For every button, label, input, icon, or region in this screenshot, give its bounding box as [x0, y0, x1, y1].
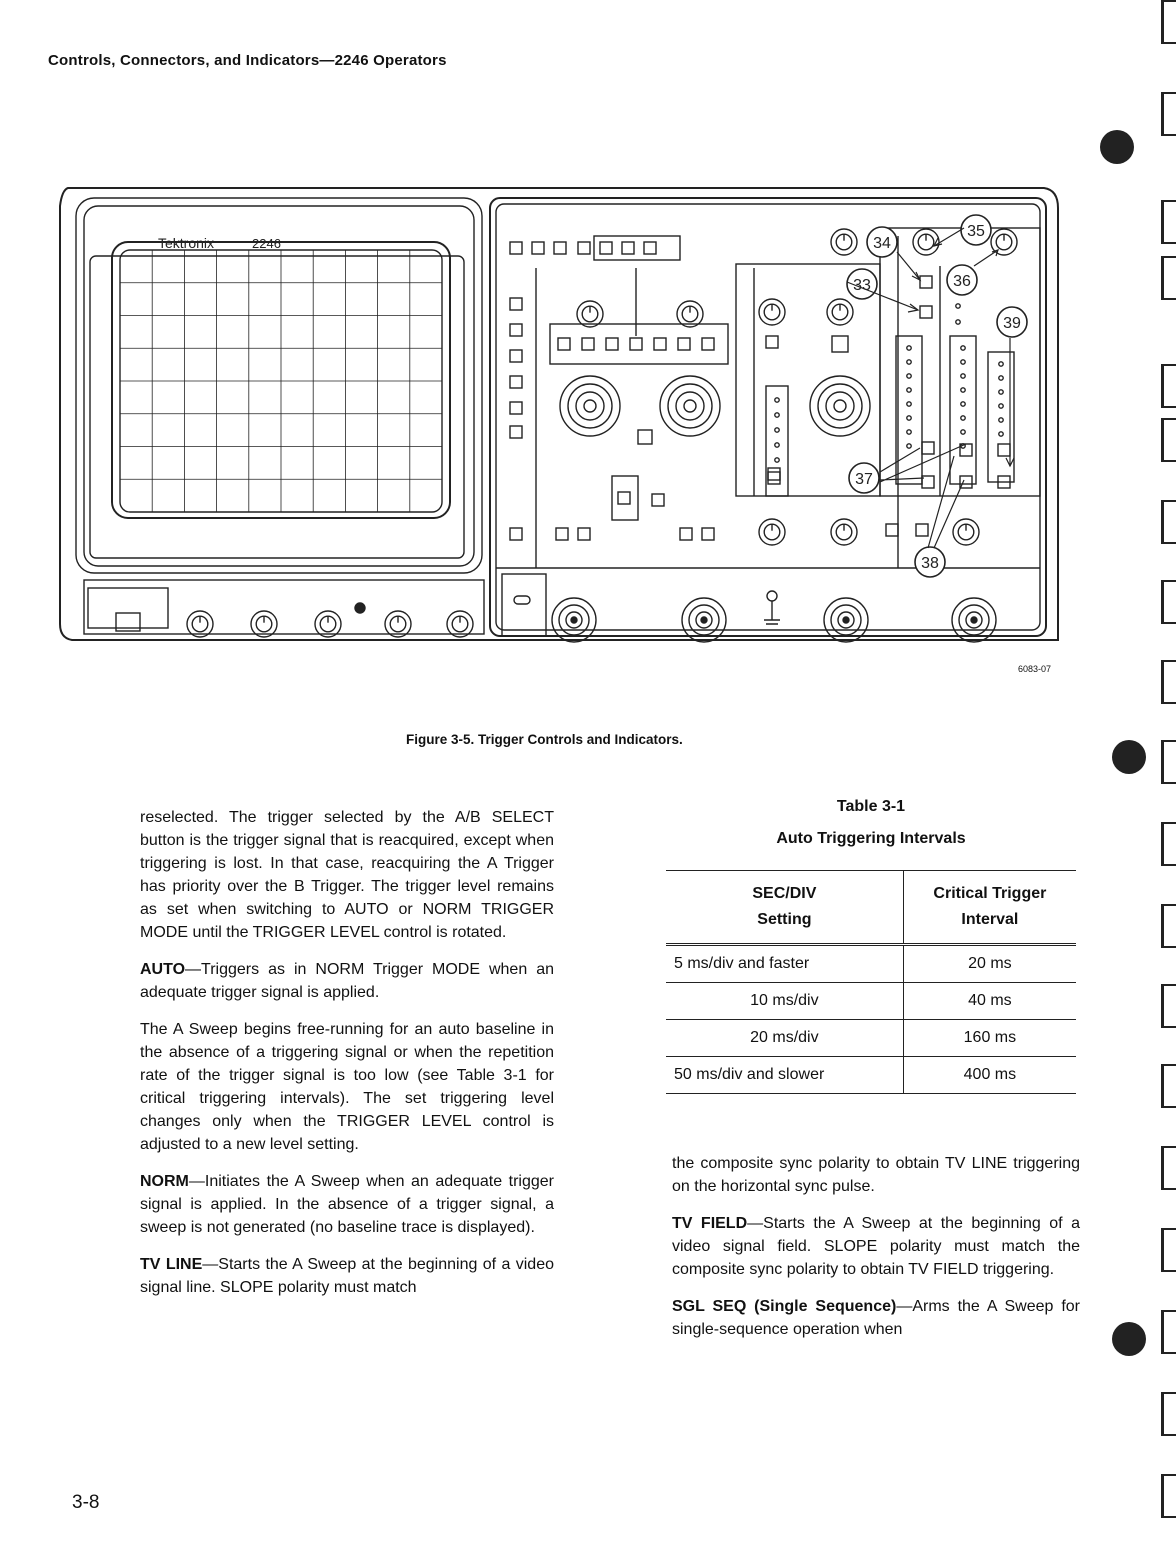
- term-norm-text: —Initiates the A Sweep when an adequate trigger signal is applied. In the absence of a trigger signal, a sweep is not generated (no baseline trace is displayed).: [140, 1173, 554, 1236]
- push-button[interactable]: [916, 524, 928, 536]
- indicator-led: [999, 418, 1003, 422]
- punch-hole: [1100, 130, 1134, 164]
- push-button[interactable]: [600, 242, 612, 254]
- col2-line1: Critical Trigger: [933, 885, 1047, 902]
- push-button[interactable]: [652, 494, 664, 506]
- push-button[interactable]: [654, 338, 666, 350]
- left-column: [140, 806, 554, 1313]
- term-sglseq-text: —Arms the A Sweep for single-sequence operation when: [672, 1298, 1080, 1338]
- push-button[interactable]: [510, 528, 522, 540]
- model-label: 2246: [252, 236, 281, 251]
- callout-label: 39: [1003, 315, 1021, 332]
- push-button[interactable]: [644, 242, 656, 254]
- binder-mark: [1161, 660, 1176, 704]
- indicator-led: [999, 362, 1003, 366]
- paragraph: the composite sync polarity to obtain TV LINE triggering on the horizontal sync pulse.: [672, 1155, 1080, 1195]
- push-button[interactable]: [618, 492, 630, 504]
- paragraph-auto: [140, 958, 554, 1004]
- term-tvline: TV LINE: [140, 1256, 203, 1273]
- cell-setting: 5 ms/div and faster: [666, 945, 903, 983]
- paragraph: The A Sweep begins free-running for an auto baseline in the absence of a triggering signal or when the repetition rate of the trigger signal is too low (see Table 3-1 for critical triggering intervals). The set triggering level changes only when the TRIGGER LEVEL control is adjusted to a new level setting.: [140, 1021, 554, 1153]
- punch-hole: [1112, 1322, 1146, 1356]
- term-tvline-text: —Starts the A Sweep at the beginning of a video signal line. SLOPE polarity must match: [140, 1256, 555, 1296]
- table-header-row: [666, 871, 1076, 945]
- binder-mark: [1161, 256, 1176, 300]
- push-button[interactable]: [510, 376, 522, 388]
- table-row: [666, 1057, 1076, 1094]
- control-knob[interactable]: [577, 301, 603, 327]
- binder-mark: [1161, 1146, 1176, 1190]
- table-row: [666, 983, 1076, 1020]
- control-knob[interactable]: [677, 301, 703, 327]
- cell-interval: 160 ms: [903, 1020, 1076, 1057]
- auto-trigger-table: [666, 870, 1076, 1094]
- push-button[interactable]: [920, 276, 932, 288]
- callout-label: 37: [855, 471, 873, 488]
- indicator-led: [999, 376, 1003, 380]
- control-knob[interactable]: [187, 611, 213, 637]
- binder-mark: [1161, 740, 1176, 784]
- table-row: [666, 1020, 1076, 1057]
- indicator-led: [775, 398, 779, 402]
- indicator-led: [961, 416, 965, 420]
- figure-id: 6083-07: [1018, 664, 1052, 674]
- page-header: Controls, Connectors, and Indicators—2246 Operators: [48, 52, 447, 69]
- large-knob[interactable]: [560, 376, 620, 436]
- push-button[interactable]: [998, 444, 1010, 456]
- push-button[interactable]: [638, 430, 652, 444]
- control-knob[interactable]: [831, 519, 857, 545]
- push-button[interactable]: [510, 350, 522, 362]
- callout-label: 35: [967, 223, 985, 240]
- indicator-led: [907, 346, 911, 350]
- push-button[interactable]: [554, 242, 566, 254]
- push-button[interactable]: [922, 442, 934, 454]
- indicator-led: [999, 404, 1003, 408]
- indicator-led: [961, 360, 965, 364]
- page-number: 3-8: [72, 1492, 100, 1513]
- control-knob[interactable]: [385, 611, 411, 637]
- large-knob[interactable]: [660, 376, 720, 436]
- right-column: [672, 1152, 1080, 1355]
- binder-mark: [1161, 984, 1176, 1028]
- callout-label: 38: [921, 555, 939, 572]
- binder-mark: [1161, 1474, 1176, 1518]
- control-knob[interactable]: [251, 611, 277, 637]
- binder-mark: [1161, 0, 1176, 44]
- binder-mark: [1161, 418, 1176, 462]
- cell-interval: 400 ms: [903, 1057, 1076, 1094]
- push-button[interactable]: [510, 426, 522, 438]
- binder-mark: [1161, 92, 1176, 136]
- indicator-led: [907, 374, 911, 378]
- term-auto-text: —Triggers as in NORM Trigger MODE when an adequate trigger signal is applied.: [140, 961, 554, 1001]
- indicator-led: [999, 432, 1003, 436]
- push-button[interactable]: [510, 242, 522, 254]
- push-button[interactable]: [886, 524, 898, 536]
- punch-hole: [1112, 740, 1146, 774]
- push-button[interactable]: [510, 402, 522, 414]
- binder-mark: [1161, 580, 1176, 624]
- paragraph: reselected. The trigger selected by the A/B SELECT button is the trigger signal that is reacquired, except when triggering is lost. In that case, reacquiring the A Trigger has priority over the B Trigger. The trigger level remains as set when switching to AUTO or NORM TRIGGER MODE until the TRIGGER LEVEL control is rotated.: [140, 809, 554, 941]
- binder-mark: [1161, 200, 1176, 244]
- binder-mark: [1161, 1310, 1176, 1354]
- cell-interval: 20 ms: [903, 945, 1076, 983]
- indicator-led: [961, 346, 965, 350]
- binder-mark: [1161, 822, 1176, 866]
- indicator-led: [907, 388, 911, 392]
- push-button[interactable]: [510, 324, 522, 336]
- indicator-led: [907, 430, 911, 434]
- indicator-led: [775, 428, 779, 432]
- cell-setting: 50 ms/div and slower: [666, 1057, 903, 1094]
- control-knob[interactable]: [831, 229, 857, 255]
- table-number: Table 3-1: [836, 798, 906, 815]
- paragraph-norm: [140, 1170, 554, 1239]
- push-button[interactable]: [606, 338, 618, 350]
- control-knob[interactable]: [315, 611, 341, 637]
- push-button[interactable]: [766, 336, 778, 348]
- push-button[interactable]: [768, 472, 780, 484]
- indicator-led: [961, 402, 965, 406]
- push-button[interactable]: [558, 338, 570, 350]
- push-button[interactable]: [630, 338, 642, 350]
- callout-label: 33: [853, 277, 871, 294]
- term-tvfield: TV FIELD: [672, 1215, 748, 1232]
- figure-caption: Figure 3-5. Trigger Controls and Indicators.: [406, 732, 683, 747]
- indicator-led: [907, 360, 911, 364]
- cell-setting: 10 ms/div: [666, 983, 903, 1020]
- term-sglseq: SGL SEQ (Single Sequence): [672, 1298, 897, 1315]
- push-button[interactable]: [582, 338, 594, 350]
- control-knob[interactable]: [759, 299, 785, 325]
- large-knob[interactable]: [810, 376, 870, 436]
- push-button[interactable]: [702, 528, 714, 540]
- col1-line1: SEC/DIV: [752, 885, 817, 902]
- binder-mark: [1161, 364, 1176, 408]
- term-norm: NORM: [140, 1173, 189, 1190]
- control-knob[interactable]: [953, 519, 979, 545]
- table-row: [666, 945, 1076, 983]
- push-button[interactable]: [702, 338, 714, 350]
- indicator-led: [907, 444, 911, 448]
- col1-line2: Setting: [757, 911, 812, 928]
- callout-label: 36: [953, 273, 971, 290]
- binder-mark: [1161, 904, 1176, 948]
- push-button[interactable]: [510, 298, 522, 310]
- push-button[interactable]: [622, 242, 634, 254]
- table-title: Auto Triggering Intervals: [776, 830, 966, 847]
- callout-label: 34: [873, 235, 891, 252]
- col-header-interval: [903, 871, 1076, 945]
- paragraph-tvfield: [672, 1212, 1080, 1281]
- binder-mark: [1161, 500, 1176, 544]
- indicator-led: [775, 443, 779, 447]
- push-button[interactable]: [532, 242, 544, 254]
- control-knob[interactable]: [759, 519, 785, 545]
- oscilloscope-figure: [54, 176, 1064, 656]
- cell-interval: 40 ms: [903, 983, 1076, 1020]
- paragraph-sglseq: [672, 1295, 1080, 1341]
- indicator-led: [961, 430, 965, 434]
- push-button[interactable]: [578, 242, 590, 254]
- binder-mark: [1161, 1064, 1176, 1108]
- col-header-setting: [666, 871, 903, 945]
- indicator-led: [907, 416, 911, 420]
- control-knob[interactable]: [447, 611, 473, 637]
- indicator-led: [775, 458, 779, 462]
- binder-mark: [1161, 1228, 1176, 1272]
- paragraph-tvline: [140, 1253, 554, 1299]
- term-tvfield-text: —Starts the A Sweep at the beginning of a video signal field. SLOPE polarity must match the composite sync polarity to obtain TV FIELD triggering.: [672, 1215, 1080, 1278]
- indicator-led: [775, 413, 779, 417]
- control-knob[interactable]: [913, 229, 939, 255]
- cell-setting: 20 ms/div: [666, 1020, 903, 1057]
- brand-label: Tektronix: [158, 235, 215, 251]
- term-auto: AUTO: [140, 961, 186, 978]
- push-button[interactable]: [578, 528, 590, 540]
- indicator-led: [961, 388, 965, 392]
- indicator-led: [961, 374, 965, 378]
- control-knob[interactable]: [827, 299, 853, 325]
- indicator-led: [999, 390, 1003, 394]
- push-button[interactable]: [678, 338, 690, 350]
- push-button[interactable]: [920, 306, 932, 318]
- binder-mark: [1161, 1392, 1176, 1436]
- push-button[interactable]: [556, 528, 568, 540]
- push-button[interactable]: [680, 528, 692, 540]
- push-button[interactable]: [768, 468, 780, 480]
- push-button[interactable]: [832, 336, 848, 352]
- indicator-led: [907, 402, 911, 406]
- col2-line2: Interval: [961, 911, 1019, 928]
